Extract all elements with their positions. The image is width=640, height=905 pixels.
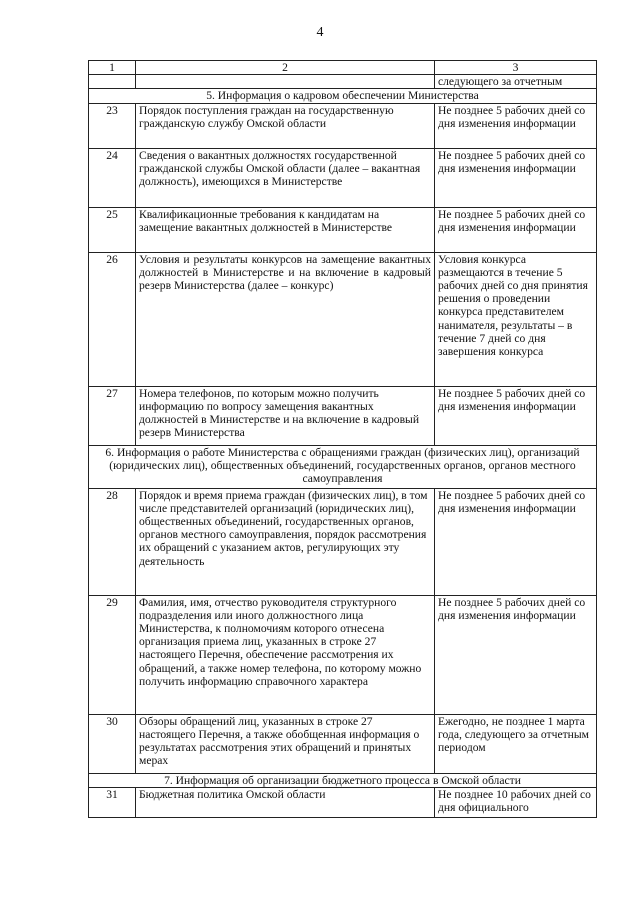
- row-deadline: Не позднее 5 рабочих дней со дня изменения информации: [435, 207, 597, 252]
- table-row: [89, 148, 597, 207]
- row-number: 30: [89, 714, 136, 773]
- row-deadline: Условия конкурса размещаются в течение 5 рабочих дней со дня принятия решения о проведении конкурса представителем нанимателя, результаты – в течение 7 дней со дня завершения конкурса: [435, 252, 597, 386]
- row-number: 24: [89, 148, 136, 207]
- row-number: 29: [89, 595, 136, 714]
- table-row: [89, 714, 597, 773]
- row-number: [89, 75, 136, 89]
- table-row: [89, 75, 597, 89]
- row-deadline: следующего за отчетным: [435, 75, 597, 89]
- row-number: 31: [89, 787, 136, 817]
- row-description: Бюджетная политика Омской области: [136, 787, 435, 817]
- row-description: Номера телефонов, по которым можно получить информацию по вопросу замещения вакантных должностей в Министерстве и на включение в кадровый резерв Министерства: [136, 386, 435, 445]
- column-number-2: 2: [136, 61, 435, 75]
- row-description: Условия и результаты конкурсов на замещение вакантных должностей в Министерстве и на включение в кадровый резерв Министерства (далее – конкурс): [136, 252, 435, 386]
- column-number-row: [89, 61, 597, 75]
- section-row: [89, 89, 597, 103]
- row-number: 28: [89, 488, 136, 595]
- row-description: [136, 75, 435, 89]
- row-number: 25: [89, 207, 136, 252]
- section-row: [89, 445, 597, 488]
- row-deadline: Ежегодно, не позднее 1 марта года, следующего за отчетным периодом: [435, 714, 597, 773]
- row-deadline: Не позднее 10 рабочих дней со дня официального: [435, 787, 597, 817]
- row-number: 27: [89, 386, 136, 445]
- row-number: 23: [89, 103, 136, 148]
- row-description: Фамилия, имя, отчество руководителя структурного подразделения или иного должностного лица Министерства, к полномочиям которого отнесена организация приема лиц, указанных в строке 27 настоящего Перечня, обеспечение рассмотрения их обращений, а также номер телефона, по которому можно получить информацию справочного характера: [136, 595, 435, 714]
- section-title: 6. Информация о работе Министерства с обращениями граждан (физических лиц), организаций (юридических лиц), общественных объединений, государственных органов, органов местного самоуправления: [89, 445, 597, 488]
- table-row: [89, 252, 597, 386]
- row-description: Обзоры обращений лиц, указанных в строке 27 настоящего Перечня, а также обобщенная информация о результатах рассмотрения этих обращений и принятых мерах: [136, 714, 435, 773]
- information-list-table: [88, 60, 597, 818]
- table-row: [89, 103, 597, 148]
- row-deadline: Не позднее 5 рабочих дней со дня изменения информации: [435, 148, 597, 207]
- table-row: [89, 488, 597, 595]
- table-row: [89, 207, 597, 252]
- column-number-3: 3: [435, 61, 597, 75]
- column-number-1: 1: [89, 61, 136, 75]
- section-row: [89, 773, 597, 787]
- row-deadline: Не позднее 5 рабочих дней со дня изменения информации: [435, 103, 597, 148]
- section-title: 5. Информация о кадровом обеспечении Министерства: [89, 89, 597, 103]
- table-row: [89, 595, 597, 714]
- row-description: Сведения о вакантных должностях государственной гражданской службы Омской области (далее – вакантная должность), имеющихся в Министерстве: [136, 148, 435, 207]
- row-description: Порядок и время приема граждан (физических лиц), в том числе представителей организаций (юридических лиц), общественных объединений, государственных органов, органов местного самоуправления, порядок рассмотрения их обращений с указанием актов, регулирующих эту деятельность: [136, 488, 435, 595]
- page-number: 4: [316, 25, 324, 40]
- row-description: Порядок поступления граждан на государственную гражданскую службу Омской области: [136, 103, 435, 148]
- row-deadline: Не позднее 5 рабочих дней со дня изменения информации: [435, 595, 597, 714]
- row-deadline: Не позднее 5 рабочих дней со дня изменения информации: [435, 488, 597, 595]
- table-row: [89, 787, 597, 817]
- row-deadline: Не позднее 5 рабочих дней со дня изменения информации: [435, 386, 597, 445]
- section-title: 7. Информация об организации бюджетного процесса в Омской области: [89, 773, 597, 787]
- table-row: [89, 386, 597, 445]
- row-number: 26: [89, 252, 136, 386]
- row-description: Квалификационные требования к кандидатам на замещение вакантных должностей в Министерстве: [136, 207, 435, 252]
